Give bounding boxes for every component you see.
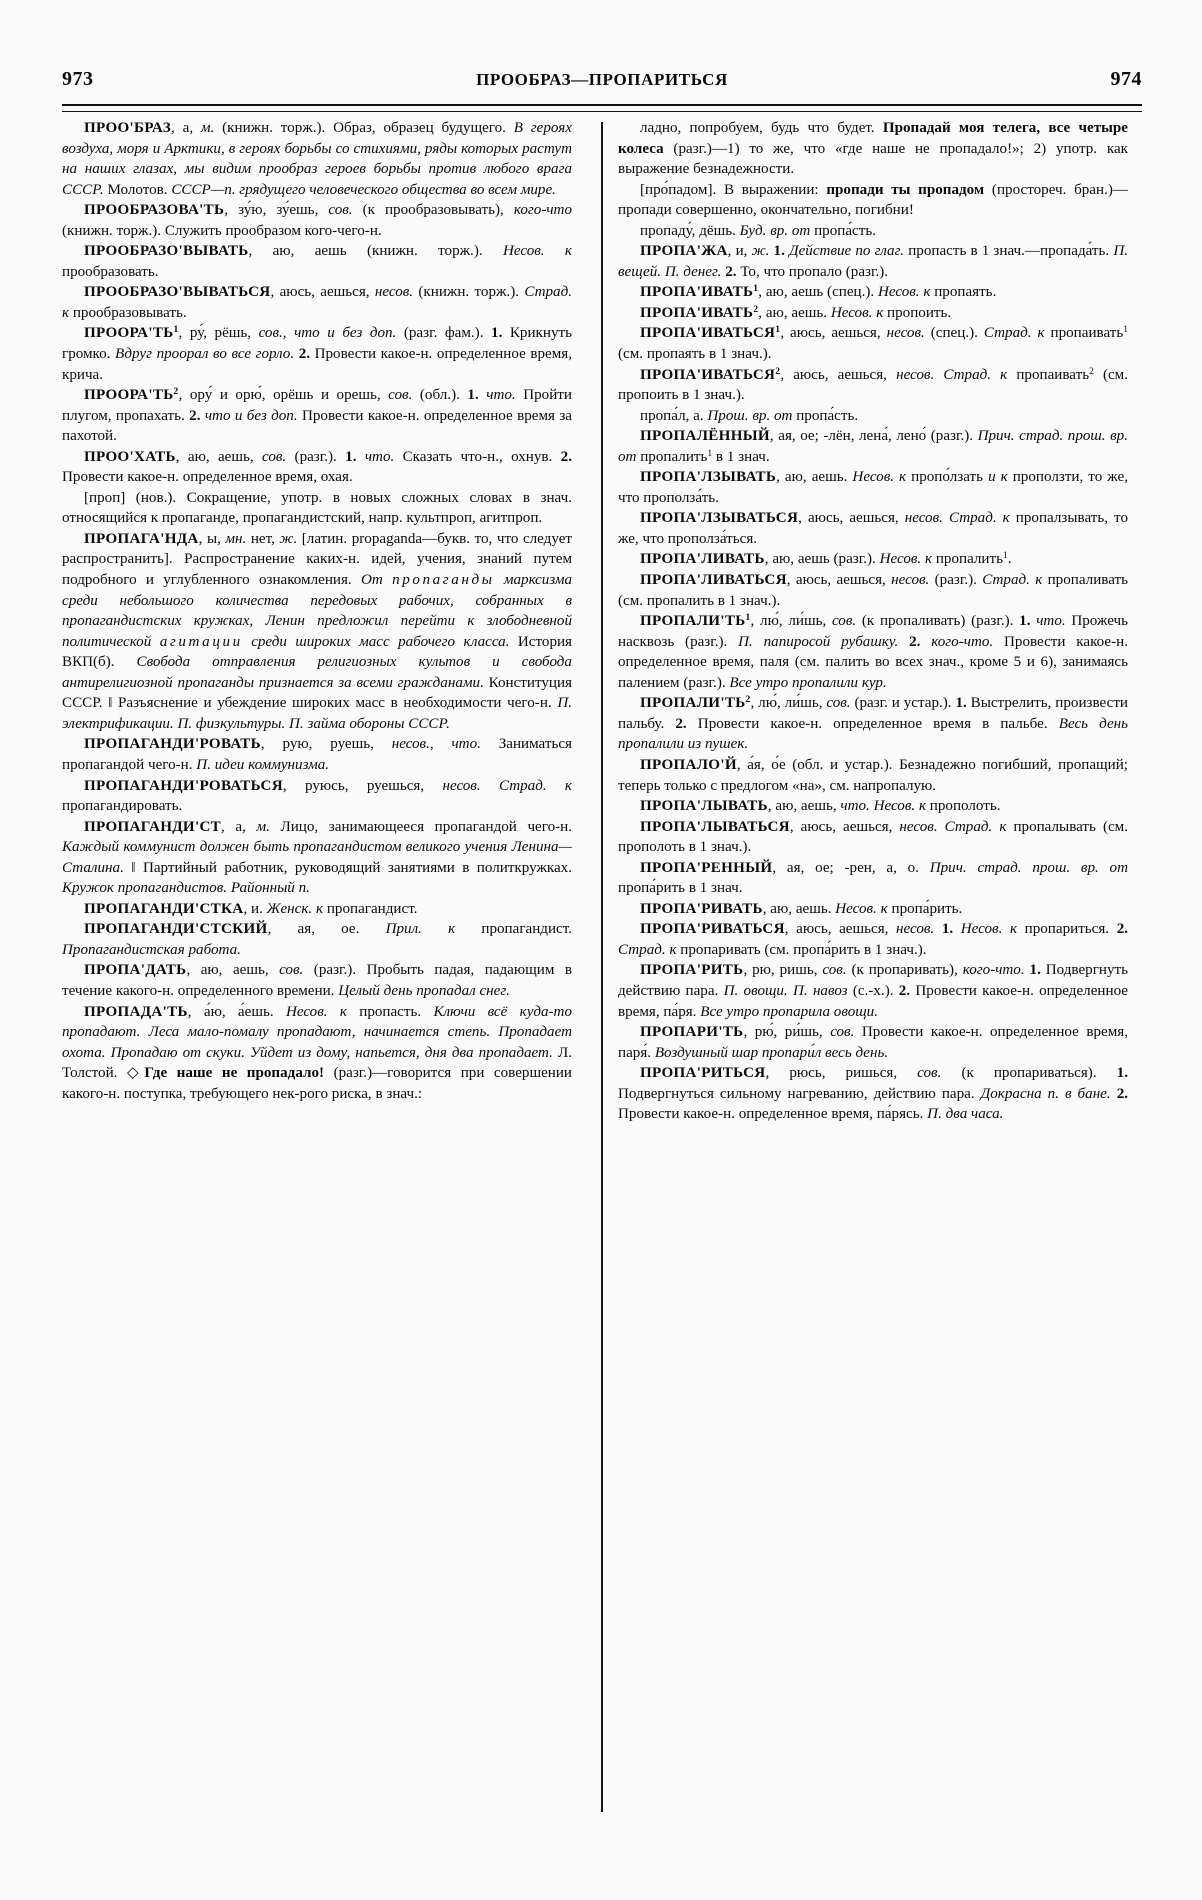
- dictionary-entry: $ПРООРА'ТЬ^2$, ору́ и орю́, орёшь и орешь, сов. (обл.). 1. что. Пройти плугом, пропахать. 2. что и без доп. Провести какое-н. определенное время за пахотой.: [62, 386, 572, 445]
- dictionary-entry: пропаду́, дёшь. Буд. вр. от пропа́сть.: [640, 222, 876, 239]
- dictionary-entry: ПРОПАЛЁННЫЙ, ая, ое; -лён, лена́, лено́ (разг.). Прич. страд. прош. вр. от пропалить$^1$ в 1 знач.: [618, 428, 1128, 465]
- dictionary-entry: ПРОПАГАНДИ'СТСКИЙ, ая, ое. Прил. к пропагандист. Пропагандистская работа.: [62, 921, 572, 958]
- dictionary-entry: ПРООБРАЗОВА'ТЬ, зу́ю, зу́ешь, сов. (к прообразовывать), кого-что (книжн. торж.). Служить прообразом кого-чего-н.: [62, 202, 573, 239]
- dictionary-entry: ПРОПАГАНДИ'РОВАТЬСЯ, руюсь, руешься, несов. Страд. к пропагандировать.: [62, 777, 572, 815]
- dictionary-entry: ПРОПА'РЕННЫЙ, ая, ое; -рен, а, о. Прич. страд. прош. вр. от пропа́рить в 1 знач.: [618, 859, 1129, 897]
- column-divider: [601, 122, 603, 1812]
- dictionary-entry: ПРОПАДА'ТЬ, а́ю, а́ешь. Несов. к пропасть. Ключи всё куда-то пропадают. Леса мало-помалу пропадают, начинается степь. Пропадает охота. Пропадаю от скуки. Уйдет из дому, напьется, дня два пропадает. Л. Толстой. ◇Где наше не пропадало! (разг.)—говорится при совершении какого-н. поступка, требующего нек-рого риска, в знач.:: [62, 1003, 572, 1102]
- dictionary-entry: пропа́л, а. Прош. вр. от пропа́сть.: [640, 407, 859, 424]
- dictionary-entry: ПРОПА'ЖА, и, ж. 1. Действие по глаг. пропасть в 1 знач.—пропада́ть. П. вещей. П. денег. 2. То, что пропало (разг.).: [618, 243, 1129, 280]
- column-right: [618, 118, 1128, 1818]
- dictionary-entry: ПРОПА'ИВАТЬСЯ$^2$, аюсь, аешься, несов. Страд. к пропаивать$^2$ (см. пропоить в 1 знач.).: [618, 366, 1129, 404]
- dictionary-entry: $ПРОПАЛИ'ТЬ^1$, лю́, ли́шь, сов. (к пропаливать) (разг.). 1. что. Прожечь насквозь (разг.). П. папиросой рубашку. 2. кого-что. Провести какое-н. определенное время, паля (см. палить во всех знач., кроме 5 и 6), занимаясь палением (разг.). Все утро пропалили кур.: [618, 612, 1129, 691]
- text-body: [62, 118, 1142, 1818]
- dictionary-entry: ПРОПАГАНДИ'СТКА, и. Женск. к пропагандист.: [84, 900, 418, 917]
- dictionary-entry: ладно, попробуем, будь что будет. Пропадай моя телега, все четыре колеса (разг.)—1) то же, что «где наше не пропадало!»; 2) употр. как выражение безнадежности.: [618, 120, 1128, 178]
- running-title: ПРООБРАЗ—ПРОПАРИТЬСЯ: [476, 70, 728, 89]
- dictionary-entry: [про́падом]. В выражении: пропади ты пропадом (простореч. бран.)—пропади совершенно, окончательно, погибни!: [618, 181, 1128, 219]
- dictionary-entry: ПРОПА'ИВАТЬ$^2$, аю, аешь. Несов. к пропоить.: [640, 304, 952, 321]
- dictionary-entry: ПРОПАГАНДИ'РОВАТЬ, рую, руешь, несов., что. Заниматься пропагандой чего-н. П. идеи коммунизма.: [62, 736, 572, 773]
- dictionary-entry: ПРОПАГА'НДА, ы, мн. нет, ж. [латин. propaganda—букв. то, что следует распространить]. Распространение каких-н. идей, учения, знаний путем подробного и углубленного ознакомления. От пропаганды марксизма среди небольшого количества передовых рабочих, собранных в пропагандистских кружках, Ленин предложил перейти к злободневной политической агитации среди широких масс рабочего класса. История ВКП(б). Свобода отправления религиозных культов и свобода антирелигиозной пропаганды признается за всеми гражданами. Конституция СССР. ‖ Разъяснение и убеждение широких масс в необходимости чего-н. П. электрификации. П. физкультуры. П. займа обороны СССР.: [62, 530, 573, 732]
- dictionary-entry: ПРОПА'ЛЗЫВАТЬСЯ, аюсь, аешься, несов. Страд. к пропалзывать, то же, что прополза́ться.: [618, 510, 1128, 547]
- dictionary-entry: ПРОПА'РИТЬ, рю, ришь, сов. (к пропаривать), кого-что. 1. Подвергнуть действию пара. П. овощи. П. навоз (с.-х.). 2. Провести какое-н. определенное время, па́ря. Все утро пропарила овощи.: [618, 962, 1128, 1020]
- dictionary-entry: ПРОПА'ЛЫВАТЬ, аю, аешь, что. Несов. к прополоть.: [640, 798, 1001, 815]
- dictionary-entry: ПРОПАЛО'Й, а́я, о́е (обл. и устар.). Безнадежно погибший, пропащий; теперь только с предлогом «на», см. напропалую.: [618, 756, 1128, 794]
- folio-left: 973: [62, 68, 94, 90]
- dictionary-entry: ПРООБРАЗО'ВЫВАТЬ, аю, аешь (книжн. торж.). Несов. к прообразовать.: [62, 243, 572, 280]
- dictionary-entry: ПРОПА'РИВАТЬ, аю, аешь. Несов. к пропа́рить.: [640, 900, 963, 917]
- dictionary-entry: ПРОПА'ЛИВАТЬСЯ, аюсь, аешься, несов. (разг.). Страд. к пропаливать (см. пропалить в 1 знач.).: [618, 572, 1128, 609]
- dictionary-entry: $ПРООРА'ТЬ^1$, ру́, рёшь, сов., что и без доп. (разг. фам.). 1. Крикнуть громко. Вдруг проорал во все горло. 2. Провести какое-н. определенное время, крича.: [62, 325, 572, 383]
- dictionary-entry: [проп] (нов.). Сокращение, употр. в новых сложных словах в знач. относящийся к пропаганде, пропагандистский, напр. культпроп, агитпроп.: [62, 489, 572, 527]
- column-left: [62, 118, 586, 1818]
- running-head: [62, 68, 1142, 102]
- dictionary-entry: $ПРОПАЛИ'ТЬ^2$, лю́, ли́шь, сов. (разг. и устар.). 1. Выстрелить, произвести пальбу. 2. Провести какое-н. определенное время в пальбе. Весь день пропалили из пушек.: [618, 695, 1129, 753]
- dictionary-entry: ПРОПА'ЛИВАТЬ, аю, аешь (разг.). Несов. к пропалить$^1$.: [640, 551, 1012, 568]
- dictionary-entry: ПРОПА'ИВАТЬСЯ$^1$, аюсь, аешься, несов. (спец.). Страд. к пропаивать$^1$ (см. пропаять в 1 знач.).: [618, 325, 1128, 363]
- dictionary-entry: ПРООБРАЗО'ВЫВАТЬСЯ, аюсь, аешься, несов. (книжн. торж.). Страд. к прообразовывать.: [62, 284, 573, 321]
- dictionary-entry: ПРОПА'РИТЬСЯ, рюсь, ришься, сов. (к пропариваться). 1. Подвергнуться сильному нагреванию, действию пара. Докрасна п. в бане. 2. Провести какое-н. определенное время, па́рясь. П. два часа.: [618, 1065, 1129, 1123]
- dictionary-entry: ПРОПА'ИВАТЬ$^1$, аю, аешь (спец.). Несов. к пропаять.: [640, 284, 997, 301]
- folio-right: 974: [1110, 68, 1142, 90]
- dictionary-entry: ПРОПА'ДАТЬ, аю, аешь, сов. (разг.). Пробыть падая, падающим в течение какого-н. определенного времени. Целый день пропадал снег.: [62, 962, 572, 999]
- header-rule: [62, 104, 1142, 112]
- dictionary-entry: ПРОО'ХАТЬ, аю, аешь, сов. (разг.). 1. что. Сказать что-н., охнув. 2. Провести какое-н. определенное время, охая.: [62, 448, 572, 486]
- dictionary-entry: ПРОПА'ЛЗЫВАТЬ, аю, аешь. Несов. к пропо́лзать и к проползти, то же, что прополза́ть.: [618, 469, 1128, 506]
- dictionary-entry: ПРОПА'РИВАТЬСЯ, аюсь, аешься, несов. 1. Несов. к пропариться. 2. Страд. к пропаривать (см. пропа́рить в 1 знач.).: [618, 921, 1129, 958]
- dictionary-entry: ПРОПА'ЛЫВАТЬСЯ, аюсь, аешься, несов. Страд. к пропалывать (см. прополоть в 1 знач.).: [618, 818, 1128, 856]
- dictionary-entry: ПРОПАРИ'ТЬ, рю́, ри́шь, сов. Провести какое-н. определенное время, паря́. Воздушный шар пропари́л весь день.: [618, 1024, 1128, 1061]
- dictionary-entry: ПРОО'БРАЗ, а, м. (книжн. торж.). Образ, образец будущего. В героях воздуха, моря и Арктики, в героях борьбы со стихиями, ряды которых растут на наших глазах, мы видим прообраз героев борьбы против любого врага СССР. Молотов. СССР—п. грядущего человеческого общества во всем мире.: [62, 120, 572, 198]
- dictionary-entry: ПРОПАГАНДИ'СТ, а, м. Лицо, занимающееся пропагандой чего-н. Каждый коммунист должен быть пропагандистом великого учения Ленина—Сталина. ‖ Партийный работник, руководящий занятиями в политкружках. Кружок пропагандистов. Районный п.: [62, 818, 572, 897]
